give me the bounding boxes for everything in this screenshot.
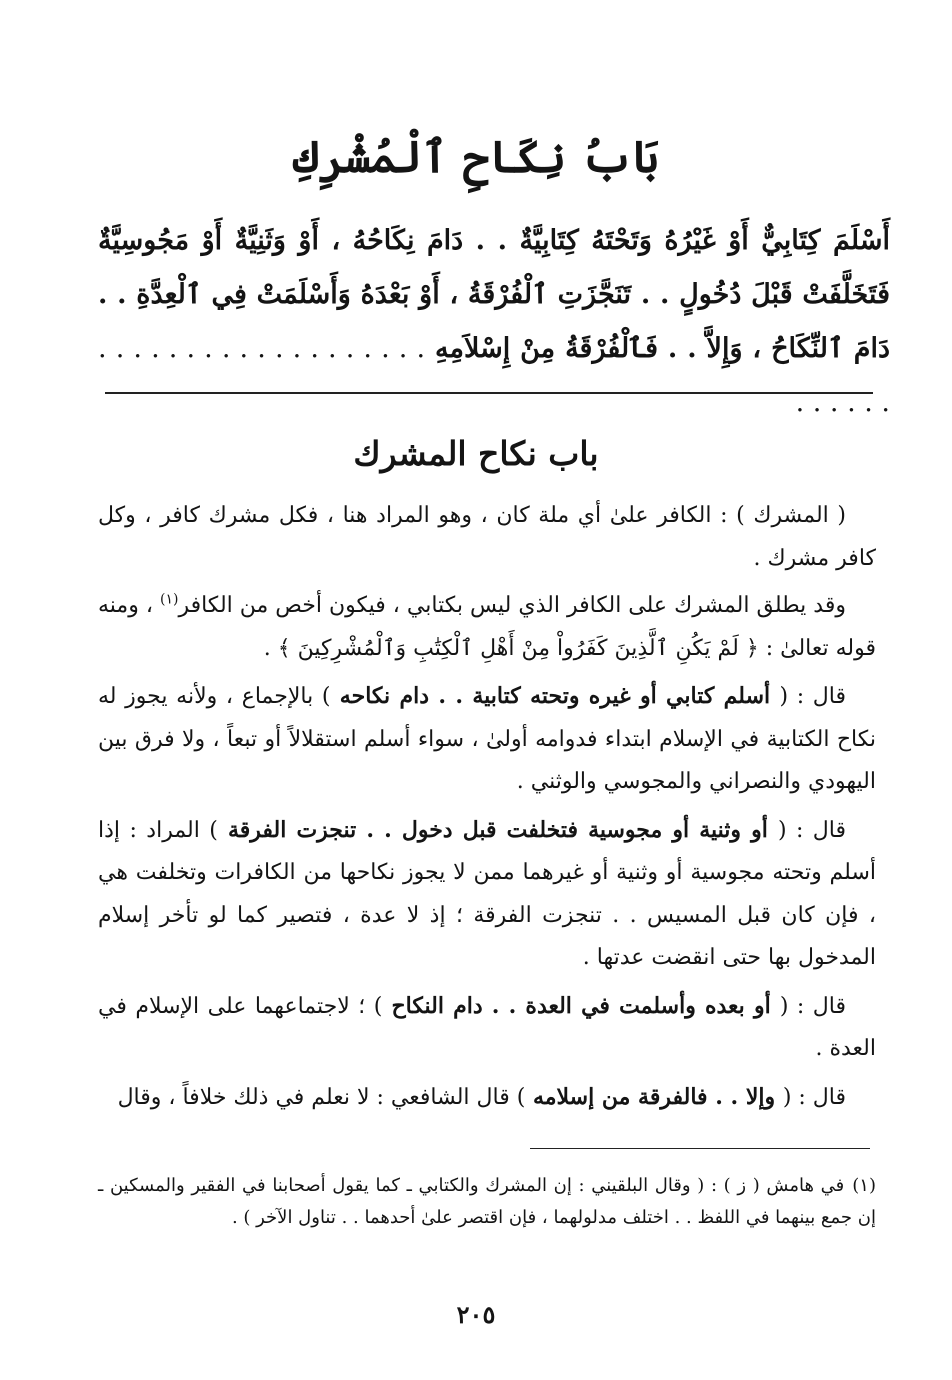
matn-dots: . . . . . . . . . . . . . . . . . . . . . . . . . [98, 333, 890, 418]
commentary-paragraph-3 [98, 675, 876, 804]
commentary-paragraph-4 [98, 809, 876, 980]
commentary-text: ) المراد : إذا أسلم وتحته مجوسية أو وثنية أو غيرهما ممن لا يجوز نكاحها من الكافرات وتخلفت هي ، فإن كان قبل المسيس . . تنجزت الفرقة ؛ إذ لا عدة ، فتصير كما لو تأخر إسلام المدخول بها حتى انقضت عدتها . [98, 817, 876, 970]
commentary-text: قال : ( [777, 817, 847, 843]
page-number: ٢٠٥ [456, 1300, 496, 1329]
commentary-text: قال : ( [782, 1084, 846, 1110]
footnote-divider [530, 1148, 870, 1149]
quoted-matn: وإلا . . فالفرقة من إسلامه [525, 1083, 783, 1110]
commentary-text: وقد يطلق المشرك على الكافر الذي ليس بكتابي ، فيكون أخص من الكافر [178, 593, 846, 618]
commentary-paragraph-1: ( المشرك ) : الكافر علىٰ أي ملة كان ، وهو المراد هنا ، فكل مشرك كافر ، وكل كافر مشرك . [98, 503, 876, 571]
footnote-text: في هامش ( ز ) : ( وقال البلقيني : إن المشرك والكتابي ـ كما يقول أصحابنا في الفقير والمسكين ـ إن جمع بينهما في اللفظ . . اختلف مدلولهما ، فإن اقتصر علىٰ أحدهما . . تناول الآخر ) . [98, 1175, 876, 1228]
commentary-text: ) بالإجماع ، ولأنه يجوز له نكاح الكتابية في الإسلام ابتداء فدوامه أولىٰ ، سواء أسلم استقلالاً أو تبعاً ، ولا فرق بين اليهودي والنصراني والمجوسي والوثني . [98, 684, 876, 794]
commentary-text: ) قال الشافعي : لا نعلم في ذلك خلافاً ، وقال [117, 1084, 526, 1110]
section-divider [105, 392, 873, 394]
footnote-number: (١) [852, 1175, 876, 1196]
matn-paragraph [98, 214, 890, 430]
commentary-text: ) ؛ لاجتماعهما على الإسلام في العدة . [98, 993, 876, 1061]
chapter-title: بَابُ نِكَاحِ ٱلْمُشْرِكِ [293, 132, 659, 183]
commentary-text: قال : ( [779, 993, 846, 1019]
commentary-paragraph-5 [98, 985, 876, 1071]
quran-verse-text: ، ومنه قوله تعالىٰ : ﴿ لَمْ يَكُنِ ٱلَّذِينَ كَفَرُواْ مِنْ أَهْلِ ٱلْكِتَٰبِ وَٱلْمُشْرِكِينَ ﴾ . [98, 593, 876, 661]
commentary-body [98, 495, 876, 1124]
footnote-reference: (١) [159, 591, 179, 608]
commentary-title: باب نكاح المشرك [353, 434, 599, 473]
quoted-matn: أسلم كتابي أو غيره وتحته كتابية . . دام نكاحه [330, 683, 780, 709]
footnote [98, 1170, 876, 1234]
matn-text: أَسْلَمَ كِتَابِيٌّ أَوْ غَيْرُهُ وَتَحْتَهُ كِتَابِيَّةٌ . . دَامَ نِكَاحُهُ ، أَوْ وَثَنِيَّةٌ أَوْ مَجُوسِيَّةٌ فَتَخَلَّفَتْ قَبْلَ دُخُولٍ . . تَنَجَّزَتِ ٱلْفُرْقَةُ ، أَوْ بَعْدَهُ وَأَسْلَمَتْ فِي ٱلْعِدَّةِ . . دَامَ ٱلنِّكَاحُ ، وَإِلاَّ . . فَٱلْفُرْقَةُ مِنْ إِسْلاَمِهِ [98, 225, 891, 364]
quoted-matn: أو وثنية أو مجوسية فتخلفت قبل دخول . . تنجزت الفرقة [217, 816, 778, 843]
commentary-paragraph-2 [98, 585, 876, 670]
quoted-matn: أو بعده وأسلمت في العدة . . دام النكاح [382, 992, 780, 1019]
matn-text-block [98, 214, 890, 430]
commentary-text: قال : ( [779, 684, 846, 709]
commentary-paragraph-6 [98, 1076, 876, 1120]
